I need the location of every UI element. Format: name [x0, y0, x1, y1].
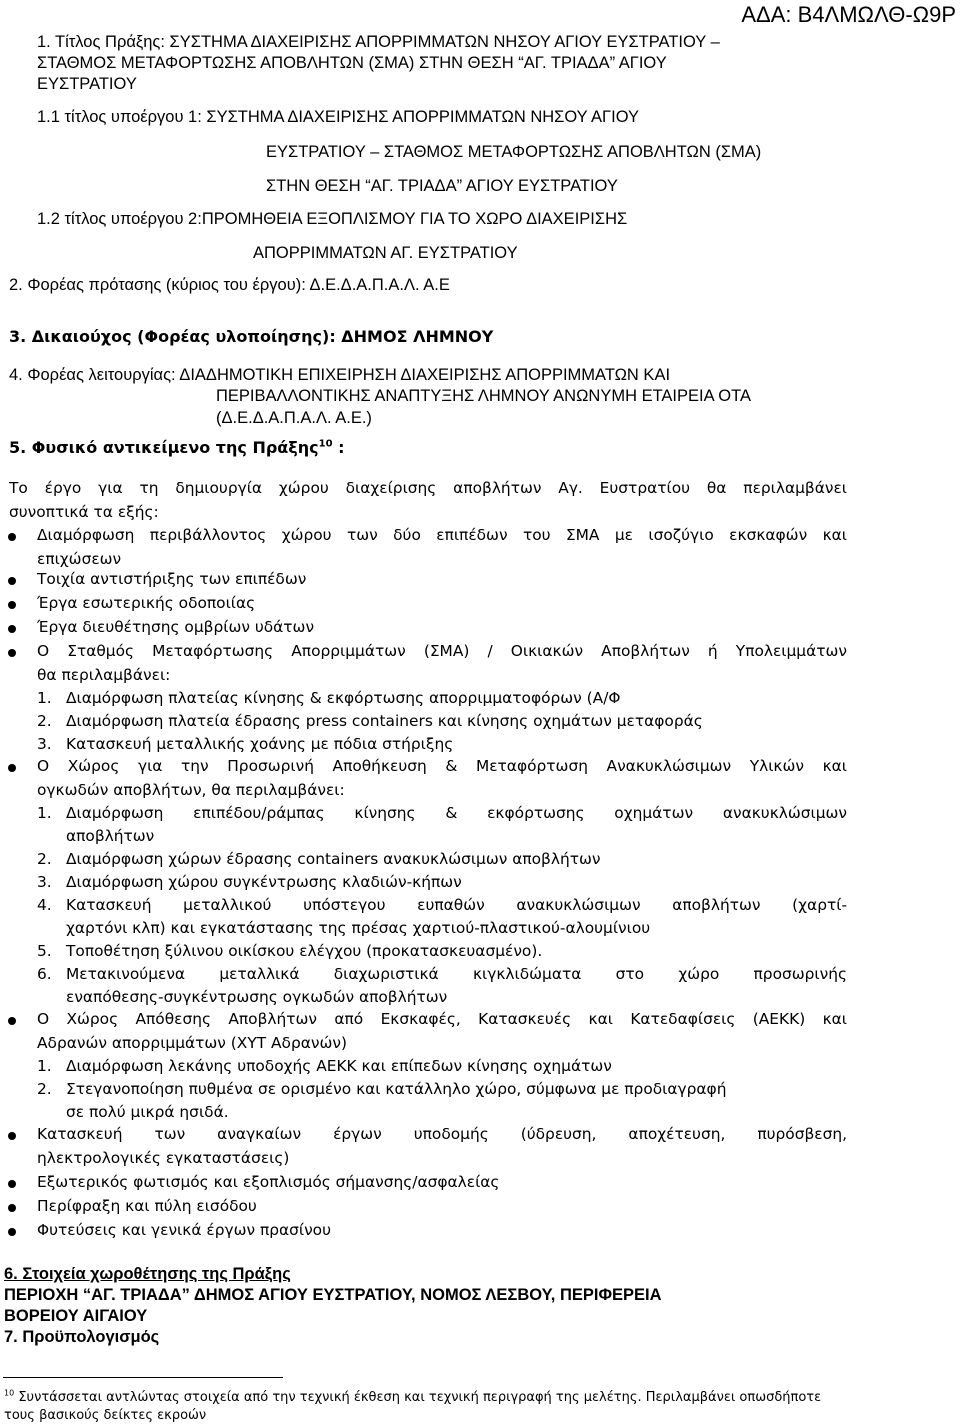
list-item-continuation: επιχώσεων — [37, 550, 122, 568]
bullet-icon — [8, 1017, 16, 1025]
sublist-number: 2. — [37, 1080, 52, 1098]
list-item: Τοιχία αντιστήριξης των επιπέδων — [37, 570, 307, 588]
list-item: Ο Σταθμός Μεταφόρτωσης Απορριμμάτων (ΣΜΑ) / Οικιακών Αποβλήτων ή Υπολειμμάτων — [37, 642, 847, 660]
bullet-icon — [8, 1132, 16, 1140]
bullet-icon — [8, 1204, 16, 1212]
sublist-item-continuation: εναπόθεσης-συγκέντρωσης ογκωδών αποβλήτων — [66, 988, 448, 1006]
sublist-item: Τοποθέτηση ξύλινου οικίσκου ελέγχου (προκατασκευασμένο). — [66, 942, 543, 960]
bullet-icon — [8, 533, 16, 541]
sublist-item: Διαμόρφωση λεκάνης υποδοχής ΑΕΚΚ και επίπεδων κίνησης οχημάτων — [66, 1057, 612, 1075]
list-item: Διαμόρφωση περιβάλλοντος χώρου των δύο επιπέδων του ΣΜΑ με ισοζύγιο εκσκαφών και — [37, 526, 847, 544]
project-title-line-3: ΕΥΣΤΡΑΤΙΟΥ — [37, 75, 137, 93]
sublist-number: 3. — [37, 735, 52, 753]
subproject-1-line-1: 1.1 τίτλος υποέργου 1: ΣΥΣΤΗΜΑ ΔΙΑΧΕΙΡΙΣΗΣ ΑΠΟΡΡΙΜΜΑΤΩΝ ΝΗΣΟΥ ΑΓΙΟΥ — [37, 108, 640, 126]
sublist-item: Κατασκευή μεταλλικού υπόστεγου ευπαθών ανακυκλώσιμων αποβλήτων (χαρτί- — [66, 896, 847, 914]
list-item-continuation: Αδρανών απορριμμάτων (ΧΥΤ Αδρανών) — [37, 1034, 347, 1052]
sublist-item: Κατασκευή μεταλλικής χοάνης με πόδια στήριξης — [66, 735, 454, 753]
bullet-icon — [8, 764, 16, 772]
footnote-marker: 10 — [4, 1388, 15, 1398]
subproject-2-line-1: 1.2 τίτλος υποέργου 2:ΠΡΟΜΗΘΕΙΑ ΕΞΟΠΛΙΣΜΟΥ ΓΙΑ ΤΟ ΧΩΡΟ ΔΙΑΧΕΙΡΙΣΗΣ — [37, 210, 628, 228]
bullet-icon — [8, 1228, 16, 1236]
subproject-2-line-2: ΑΠΟΡΡΙΜΜΑΤΩΝ ΑΓ. ΕΥΣΤΡΑΤΙΟΥ — [253, 244, 518, 262]
list-item: Περίφραξη και πύλη εισόδου — [37, 1197, 257, 1215]
sublist-item: Στεγανοποίηση πυθμένα σε ορισμένο και κατάλληλο χώρο, σύμφωνα με προδιαγραφή — [66, 1080, 727, 1098]
project-title-line-1: 1. Τίτλος Πράξης: ΣΥΣΤΗΜΑ ΔΙΑΧΕΙΡΙΣΗΣ ΑΠΟΡΡΙΜΜΑΤΩΝ ΝΗΣΟΥ ΑΓΙΟΥ ΕΥΣΤΡΑΤΙΟΥ – — [37, 33, 720, 51]
sublist-item: Μετακινούμενα μεταλλικά διαχωριστικά κιγκλιδώματα στο χώρο προσωρινής — [66, 965, 847, 983]
sublist-number: 6. — [37, 965, 52, 983]
subproject-1-line-3: ΣΤΗΝ ΘΕΣΗ “ΑΓ. ΤΡΙΑΔΑ” ΑΓΙΟΥ ΕΥΣΤΡΑΤΙΟΥ — [266, 177, 618, 195]
list-item-continuation: θα περιλαμβάνει: — [37, 666, 171, 684]
proposing-body: 2. Φορέας πρότασης (κύριος του έργου): Δ.Ε.Δ.Α.Π.Α.Λ. Α.Ε — [9, 276, 450, 294]
budget-heading: 7. Προϋπολογισμός — [4, 1328, 160, 1346]
location-line-1: ΠΕΡΙΟΧΗ “ΑΓ. ΤΡΙΑΔΑ” ΔΗΜΟΣ ΑΓΙΟΥ ΕΥΣΤΡΑΤΙΟΥ, ΝΟΜΟΣ ΛΕΣΒΟΥ, ΠΕΡΙΦΕΡΕΙΑ — [4, 1286, 662, 1304]
operator-line-3: (Δ.Ε.Δ.Α.Π.Α.Λ. Α.Ε.) — [216, 409, 372, 427]
list-item: Ο Χώρος για την Προσωρινή Αποθήκευση & Μεταφόρτωση Ανακυκλώσιμων Υλικών και — [37, 757, 847, 775]
intro-line-2: συνοπτικά τα εξής: — [9, 503, 159, 521]
list-item: Έργα εσωτερικής οδοποιίας — [37, 594, 256, 612]
sublist-number: 1. — [37, 1057, 52, 1075]
sublist-number: 2. — [37, 712, 52, 730]
list-item: Εξωτερικός φωτισμός και εξοπλισμός σήμανσης/ασφαλείας — [37, 1173, 500, 1191]
list-item: Φυτεύσεις και γενικά έργων πρασίνου — [37, 1221, 332, 1239]
ada-code: ΑΔΑ: Β4ΛΜΩΛΘ-Ω9Ρ — [741, 2, 956, 27]
list-item: Κατασκευή των αναγκαίων έργων υποδομής (ύδρευση, αποχέτευση, πυρόσβεση, — [37, 1125, 847, 1143]
sublist-item: Διαμόρφωση πλατείας κίνησης & εκφόρτωσης απορριμματοφόρων (Α/Φ — [66, 689, 621, 707]
list-item-continuation: ηλεκτρολογικές εγκαταστάσεις) — [37, 1149, 290, 1167]
bullet-icon — [8, 625, 16, 633]
bullet-icon — [8, 601, 16, 609]
sublist-number: 2. — [37, 850, 52, 868]
sublist-item: Διαμόρφωση πλατεία έδρασης press containers και κίνησης οχημάτων μεταφοράς — [66, 712, 703, 730]
operator-line-1: 4. Φορέας λειτουργίας: ΔΙΑΔΗΜΟΤΙΚΗ ΕΠΙΧΕΙΡΗΣΗ ΔΙΑΧΕΙΡΙΣΗΣ ΑΠΟΡΡΙΜΜΑΤΩΝ ΚΑΙ — [9, 366, 671, 384]
sublist-number: 1. — [37, 689, 52, 707]
heading-colon: : — [332, 438, 345, 457]
sublist-number: 3. — [37, 873, 52, 891]
footnote-reference: 10 — [318, 438, 333, 450]
bullet-icon — [8, 1180, 16, 1188]
location-heading: 6. Στοιχεία χωροθέτησης της Πράξης — [4, 1265, 291, 1283]
location-line-2: ΒΟΡΕΙΟΥ ΑΙΓΑΙΟΥ — [4, 1307, 148, 1325]
physical-object-heading-text: 5. Φυσικό αντικείμενο της Πράξης — [9, 438, 319, 457]
operator-line-2: ΠΕΡΙΒΑΛΛΟΝΤΙΚΗΣ ΑΝΑΠΤΥΞΗΣ ΛΗΜΝΟΥ ΑΝΩΝΥΜΗ ΕΤΑΙΡΕΙΑ ΟΤΑ — [216, 387, 751, 405]
sublist-item: Διαμόρφωση χώρων έδρασης containers ανακυκλώσιμων αποβλήτων — [66, 850, 601, 868]
sublist-item: Διαμόρφωση χώρου συγκέντρωσης κλαδιών-κήπων — [66, 873, 462, 891]
sublist-item: Διαμόρφωση επιπέδου/ράμπας κίνησης & εκφόρτωσης οχημάτων ανακυκλώσιμων — [66, 804, 847, 822]
list-item-continuation: ογκωδών αποβλήτων, θα περιλαμβάνει: — [37, 781, 345, 799]
sublist-number: 4. — [37, 896, 52, 914]
footnote-text: Συντάσσεται αντλώντας στοιχεία από την τεχνική έκθεση και τεχνική περιγραφή της μελέτης. Περιλαμβάνει οπωσδήποτε — [18, 1390, 822, 1405]
bullet-icon — [8, 649, 16, 657]
sublist-number: 5. — [37, 942, 52, 960]
sublist-item-continuation: αποβλήτων — [66, 827, 155, 845]
list-item: Ο Χώρος Απόθεσης Αποβλήτων από Εκσκαφές, Κατασκευές και Κατεδαφίσεις (ΑΕΚΚ) και — [37, 1010, 847, 1028]
footnote-separator — [3, 1377, 283, 1378]
sublist-item-continuation: σε πολύ μικρά ησιδά. — [66, 1103, 229, 1121]
project-title-line-2: ΣΤΑΘΜΟΣ ΜΕΤΑΦΟΡΤΩΣΗΣ ΑΠΟΒΛΗΤΩΝ (ΣΜΑ) ΣΤΗΝ ΘΕΣΗ “ΑΓ. ΤΡΙΑΔΑ” ΑΓΙΟΥ — [37, 54, 667, 72]
list-item: Έργα διευθέτησης ομβρίων υδάτων — [37, 618, 315, 636]
bullet-icon — [8, 577, 16, 585]
beneficiary-heading: 3. Δικαιούχος (Φορέας υλοποίησης): ΔΗΜΟΣ ΛΗΜΝΟΥ — [9, 327, 494, 346]
footnote-line-2: τους βασικούς δείκτες εκροών — [4, 1408, 207, 1423]
sublist-number: 1. — [37, 804, 52, 822]
intro-line-1: Το έργο για τη δημιουργία χώρου διαχείρισης αποβλήτων Αγ. Ευστρατίου θα περιλαμβάνει — [9, 479, 847, 497]
physical-object-heading — [9, 440, 345, 456]
footnote-line-1 — [4, 1390, 821, 1405]
subproject-1-line-2: ΕΥΣΤΡΑΤΙΟΥ – ΣΤΑΘΜΟΣ ΜΕΤΑΦΟΡΤΩΣΗΣ ΑΠΟΒΛΗΤΩΝ (ΣΜΑ) — [266, 143, 762, 161]
sublist-item-continuation: χαρτόνι κλπ) και εγκατάστασης της πρέσας χαρτιού-πλαστικού-αλουμίνιου — [66, 919, 651, 937]
